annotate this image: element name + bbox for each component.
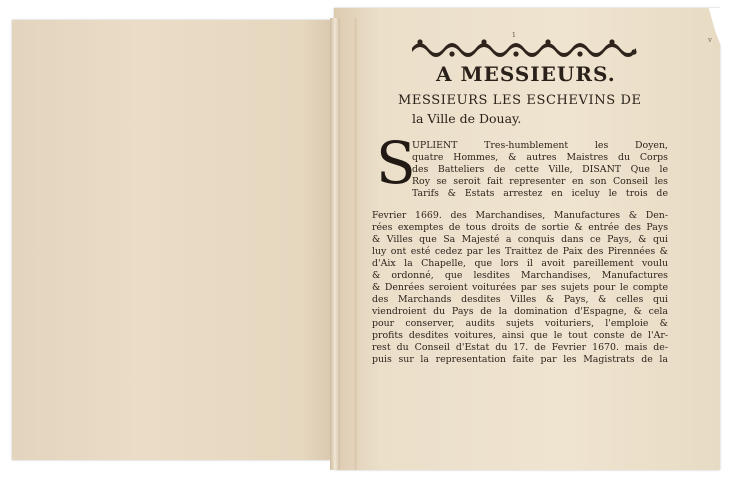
body-line: d'Aix la Chapelle, que lors il avoit pareillement voulu: [372, 258, 668, 269]
body-line: rées exemptes de tous droits de sortie & entrée des Pays: [372, 222, 668, 233]
body-line: des Batteliers de cette Ville, DISANT Que le: [412, 164, 668, 175]
page-number: 1: [512, 32, 516, 39]
drop-cap-letter: S: [376, 129, 416, 197]
body-line: UPLIENT Tres-humblement les Doyen,: [412, 140, 668, 151]
body-line: Tarifs & Estats arrestez en iceluy le trois de: [412, 188, 668, 199]
body-line: Fevrier 1669. des Marchandises, Manufactures & Den-: [372, 210, 668, 221]
body-line: rest du Conseil d'Estat du 17. de Fevrier 1670. mais de-: [372, 342, 668, 353]
body-line: profits desdites voitures, ainsi que le tout conste de l'Ar-: [372, 330, 668, 341]
addressee-line-1: MESSIEURS LES ESCHEVINS DE: [398, 93, 642, 108]
margin-mark: v: [708, 36, 712, 44]
body-line: Roy se seroit fait representer en son Conseil les: [412, 176, 668, 187]
ornament-headpiece: [408, 36, 644, 60]
body-line: puis sur la representation faite par les Magistrats de la: [372, 354, 668, 365]
body-line: des Marchands desdites Villes & Pays, & celles qui: [372, 294, 668, 305]
body-line: & Denrées seroient voiturées par ses sujets pour le compte: [372, 282, 668, 293]
body-line: viendroient du Pays de la domination d'Espagne, & cela: [372, 306, 668, 317]
body-line: luy ont esté cedez par les Traittez de Paix des Pirennées &: [372, 246, 668, 257]
document-title: A MESSIEURS.: [436, 62, 616, 86]
body-line: & ordonné, que lesdites Marchandises, Manufactures: [372, 270, 668, 281]
body-line: pour conserver, audits sujets voituriers, l'emploie &: [372, 318, 668, 329]
body-line: & Villes que Sa Majesté a conquis dans ce Pays, & qui: [372, 234, 668, 245]
blank-left-page: [12, 20, 334, 460]
addressee-line-2: la Ville de Douay.: [412, 111, 522, 126]
body-line: quatre Hommes, & autres Maistres du Corps: [412, 152, 668, 163]
fold-crease: [354, 18, 357, 470]
center-fold: [330, 18, 340, 470]
